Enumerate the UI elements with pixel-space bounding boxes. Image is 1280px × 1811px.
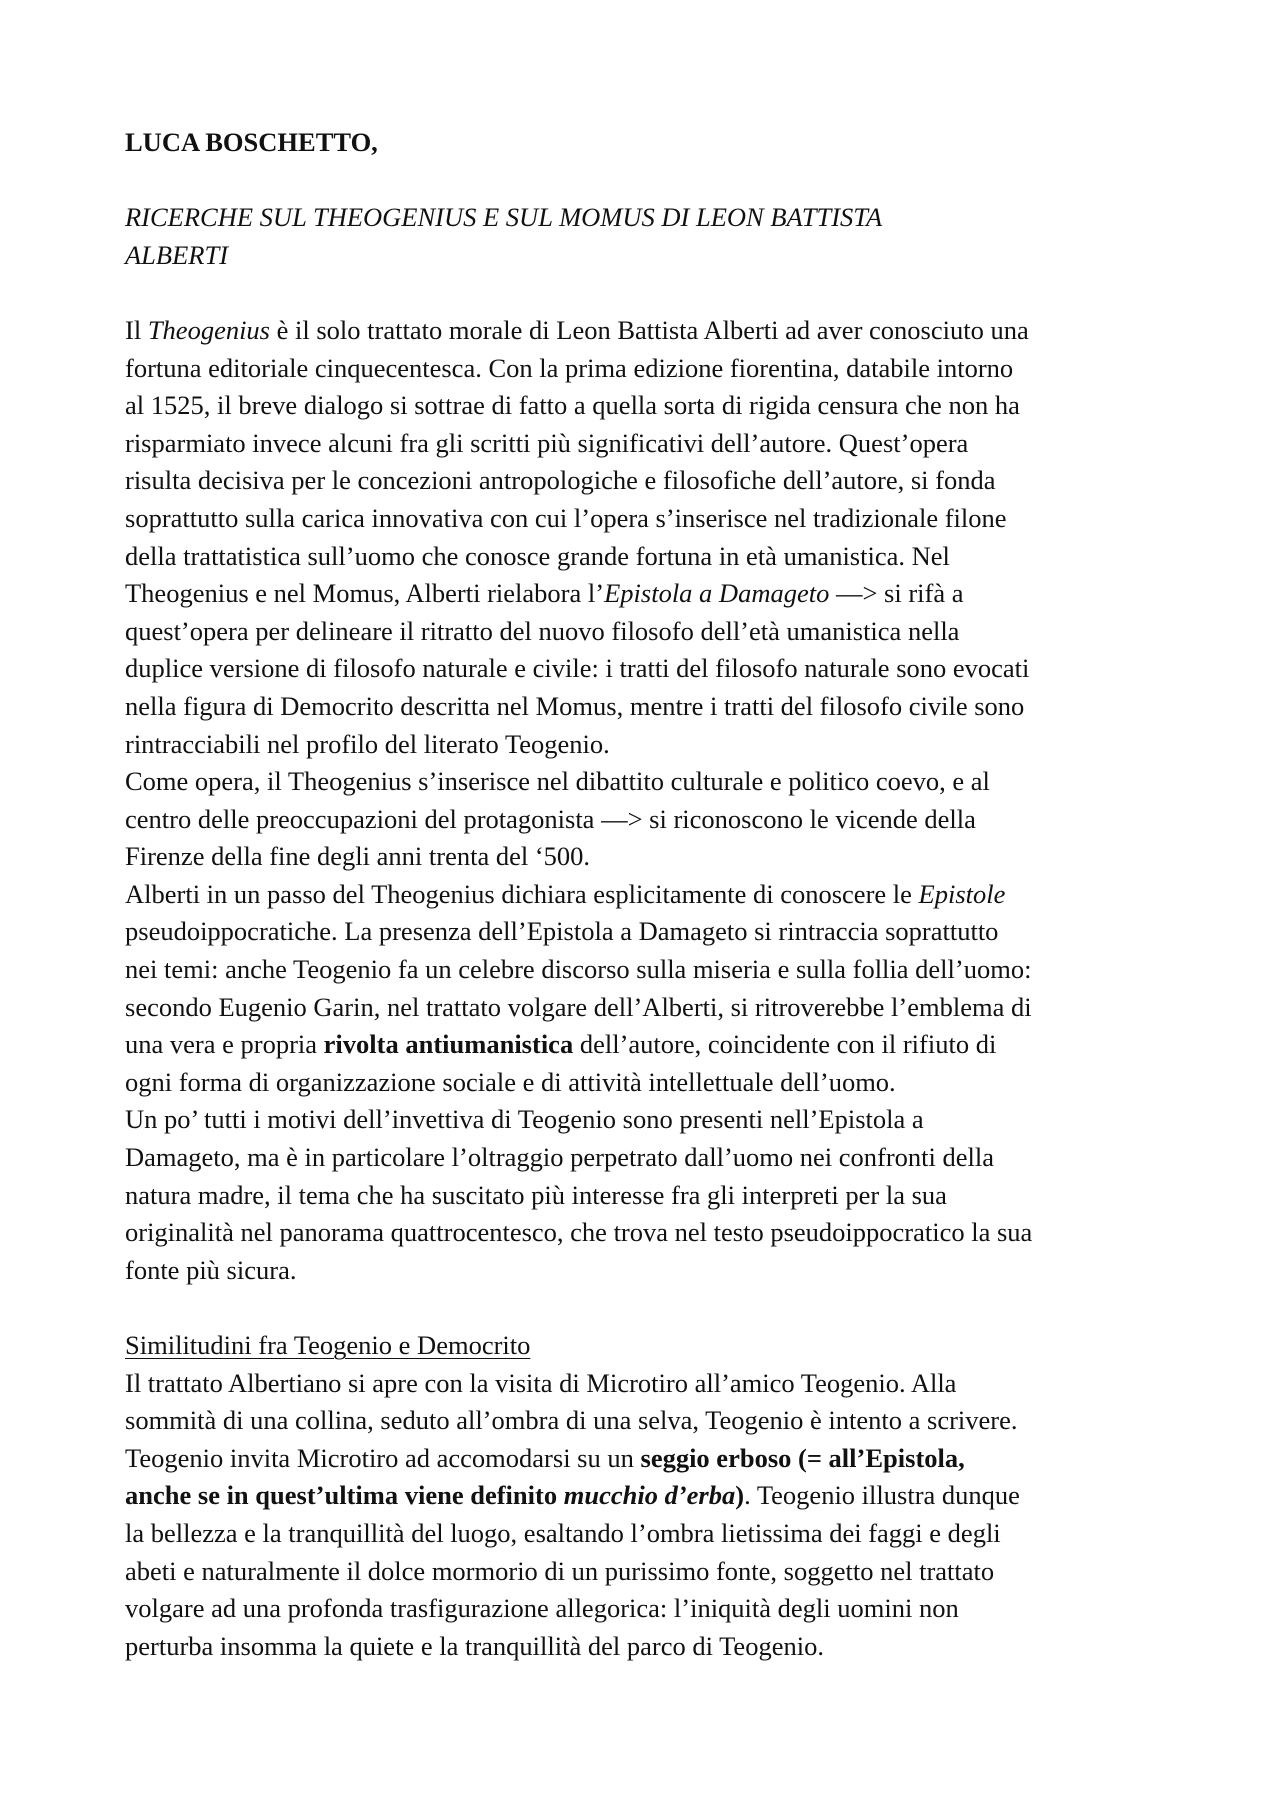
text-line: rintracciabili nel profilo del literato Teogenio. bbox=[125, 728, 610, 759]
text-line: perturba insomma la quiete e la tranquillità del parco di Teogenio. bbox=[125, 1630, 824, 1661]
text-line: ogni forma di organizzazione sociale e di attività intellettuale dell’uomo. bbox=[125, 1066, 896, 1097]
text-line bbox=[125, 575, 1165, 613]
text-line: Damageto, ma è in particolare l’oltraggio perpetrato dall’uomo nei confronti della bbox=[125, 1142, 995, 1173]
text-line: volgare ad una profonda trasfigurazione allegorica: l’iniquità degli uomini non bbox=[125, 1593, 959, 1624]
text-line: nei temi: anche Teogenio fa un celebre discorso sulla miseria e sulla follia dell’uomo: bbox=[125, 954, 1032, 985]
text-line: secondo Eugenio Garin, nel trattato volgare dell’Alberti, si ritroverebbe l’emblema di bbox=[125, 991, 1032, 1022]
text-line bbox=[125, 876, 1165, 914]
bold-run: ) bbox=[735, 1480, 745, 1511]
document-page bbox=[125, 124, 1165, 1665]
text-run: . Teogenio illustra dunque bbox=[744, 1480, 1020, 1511]
text-line: duplice versione di filosofo naturale e civile: i tratti del filosofo naturale sono evocati bbox=[125, 653, 1030, 684]
text-run: dell’autore, coincidente con il rifiuto di bbox=[573, 1029, 997, 1060]
spacer bbox=[125, 274, 1165, 312]
text-line: fonte più sicura. bbox=[125, 1254, 297, 1285]
paragraph-2 bbox=[125, 763, 1165, 876]
bold-run: rivolta antiumanistica bbox=[323, 1029, 574, 1060]
text-line: Un po’ tutti i motivi dell’invettiva di Teogenio sono presenti nell’Epistola a bbox=[125, 1104, 924, 1135]
text-line: Come opera, il Theogenius s’inserisce nel dibattito culturale e politico coevo, e al bbox=[125, 766, 990, 797]
text-run: una vera e propria bbox=[125, 1029, 324, 1060]
text-line bbox=[125, 1477, 1165, 1515]
document-title-line-2: ALBERTI bbox=[125, 239, 229, 270]
bold-run: seggio erboso (= all’Epistola, bbox=[640, 1442, 965, 1473]
text-line: nella figura di Democrito descritta nel Momus, mentre i tratti del filosofo civile sono bbox=[125, 690, 1025, 721]
text-line: abeti e naturalmente il dolce mormorio di un purissimo fonte, soggetto nel trattato bbox=[125, 1555, 995, 1586]
bold-run: anche se in quest’ultima viene definito bbox=[125, 1480, 564, 1511]
paragraph-3 bbox=[125, 876, 1165, 1102]
section-similitudini bbox=[125, 1327, 1165, 1665]
text-line: Il trattato Albertiano si apre con la visita di Microtiro all’amico Teogenio. Alla bbox=[125, 1367, 957, 1398]
italic-run: Epistole bbox=[918, 878, 1006, 909]
paragraph-1 bbox=[125, 312, 1165, 763]
paragraph-4 bbox=[125, 1101, 1165, 1289]
text-line: originalità nel panorama quattrocentesco, che trova nel testo pseudoippocratico la sua bbox=[125, 1217, 1033, 1248]
text-line: risparmiato invece alcuni fra gli scritti più significativi dell’autore. Quest’opera bbox=[125, 427, 969, 458]
document-title-line-1: RICERCHE SUL THEOGENIUS E SUL MOMUS DI LEON BATTISTA bbox=[125, 202, 883, 233]
spacer bbox=[125, 1289, 1165, 1327]
text-run: Alberti in un passo del Theogenius dichiara esplicitamente di conoscere le bbox=[125, 878, 919, 909]
text-line: soprattutto sulla carica innovativa con cui l’opera s’inserisce nel tradizionale filone bbox=[125, 502, 1007, 533]
text-line bbox=[125, 1026, 1165, 1064]
text-line: della trattatistica sull’uomo che conosce grande fortuna in età umanistica. Nel bbox=[125, 540, 950, 571]
text-line bbox=[125, 312, 1165, 350]
italic-run: Epistola a Damageto bbox=[604, 578, 830, 609]
text-line: sommità di una collina, seduto all’ombra di una selva, Teogenio è intento a scrivere. bbox=[125, 1405, 1018, 1436]
text-run: è il solo trattato morale di Leon Battista Alberti ad aver conosciuto una bbox=[270, 314, 1029, 345]
section-heading-line bbox=[125, 1327, 1165, 1365]
text-line bbox=[125, 1440, 1165, 1478]
text-run: —> si rifà a bbox=[829, 578, 964, 609]
text-run: Theogenius e nel Momus, Alberti rielabora l’ bbox=[125, 578, 605, 609]
section-heading: Similitudini fra Teogenio e Democrito bbox=[125, 1330, 531, 1360]
spacer bbox=[125, 162, 1165, 200]
text-line: Firenze della fine degli anni trenta del ‘500. bbox=[125, 841, 591, 872]
text-line: natura madre, il tema che ha suscitato più interesse fra gli interpreti per la sua bbox=[125, 1179, 947, 1210]
author-heading: LUCA BOSCHETTO, bbox=[125, 127, 378, 157]
text-line: quest’opera per delineare il ritratto del nuovo filosofo dell’età umanistica nella bbox=[125, 615, 960, 646]
text-line: la bellezza e la tranquillità del luogo, esaltando l’ombra lietissima dei faggi e degli bbox=[125, 1517, 1001, 1548]
text-line: pseudoippocratiche. La presenza dell’Epistola a Damageto si rintraccia soprattutto bbox=[125, 916, 999, 947]
text-line: risulta decisiva per le concezioni antropologiche e filosofiche dell’autore, si fonda bbox=[125, 465, 996, 496]
text-run: Il bbox=[125, 314, 148, 345]
text-line: al 1525, il breve dialogo si sottrae di fatto a quella sorta di rigida censura che non ha bbox=[125, 390, 1020, 421]
bold-italic-run: mucchio d’erba bbox=[563, 1480, 736, 1511]
text-line: fortuna editoriale cinquecentesca. Con la prima edizione fiorentina, databile intorno bbox=[125, 352, 1014, 383]
text-line: centro delle preoccupazioni del protagonista —> si riconoscono le vicende della bbox=[125, 803, 976, 834]
text-run: Teogenio invita Microtiro ad accomodarsi su un bbox=[125, 1442, 641, 1473]
italic-run: Theogenius bbox=[147, 314, 270, 345]
